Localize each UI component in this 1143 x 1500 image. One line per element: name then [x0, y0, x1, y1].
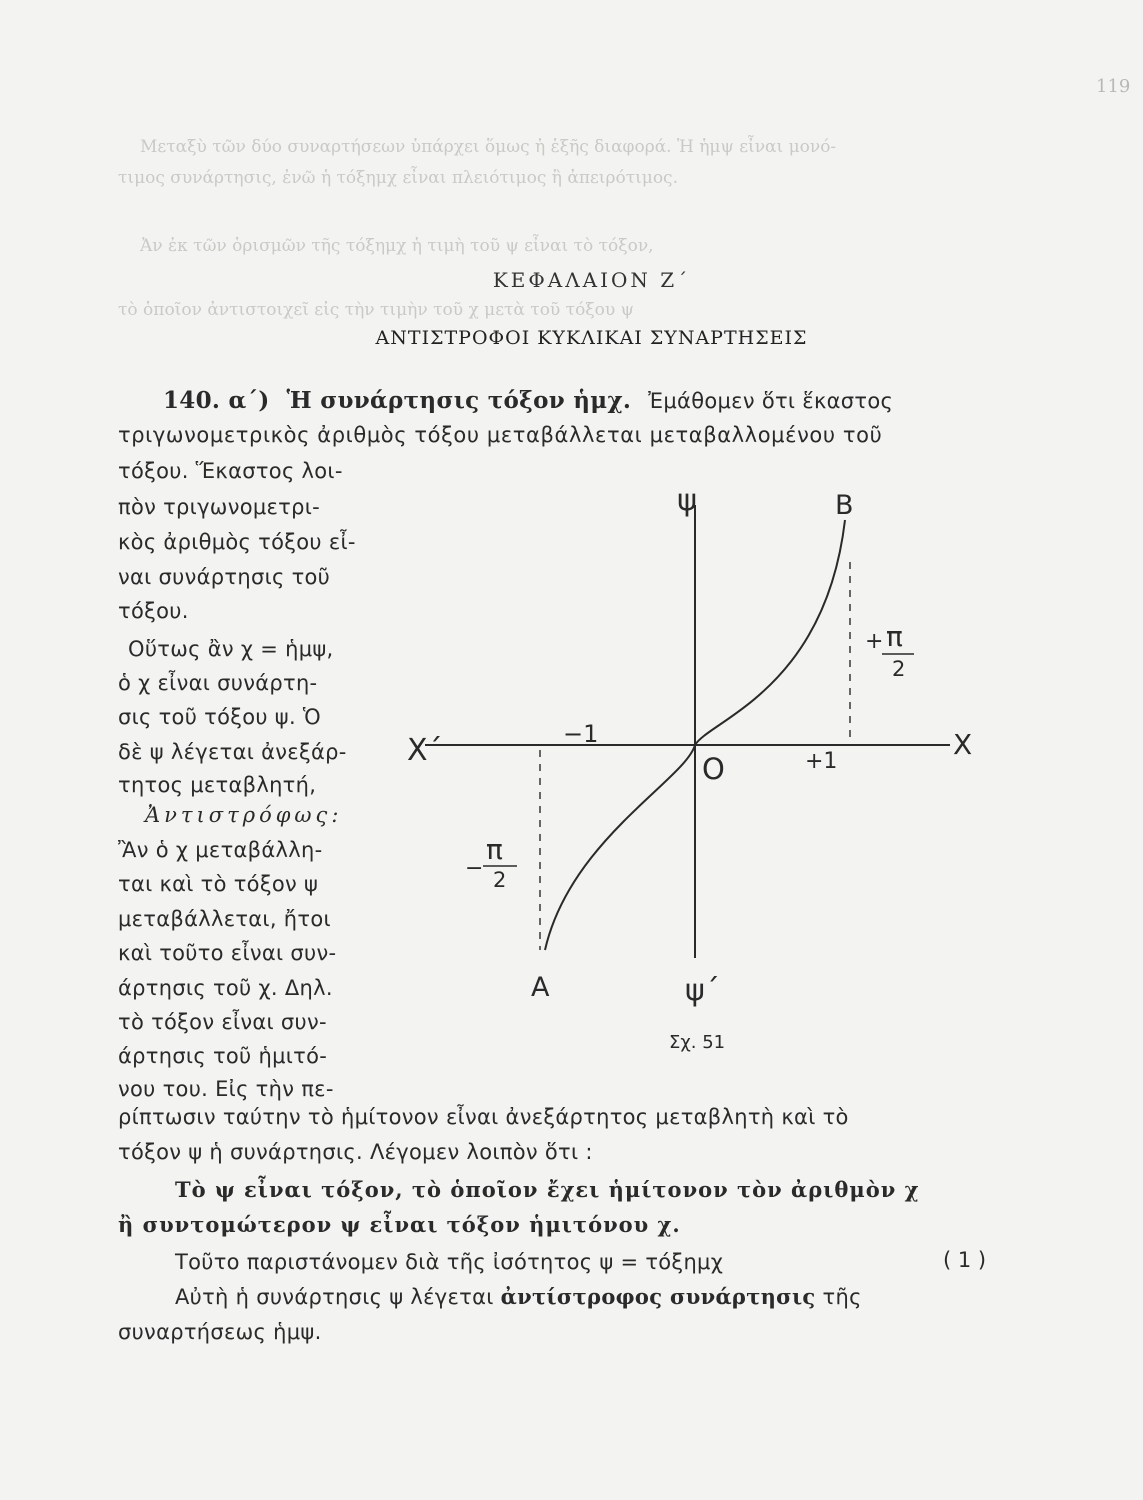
label-two: 2	[493, 868, 507, 892]
show-through-line: τιμος συνάρτησις, ἐνῶ ἡ τόξημχ εἶναι πλειότιμος ἢ ἀπειρότιμος.	[118, 168, 678, 188]
label-minus-sign: −	[465, 856, 484, 881]
column-line: δὲ ψ λέγεται ἀνεξάρ-	[118, 740, 347, 764]
column-line: Ἂν ὁ χ μεταβάλλη-	[118, 838, 323, 862]
body-line: τόξον ψ ἡ συνάρτησις. Λέγομεν λοιπὸν ὅτι :	[118, 1140, 593, 1164]
column-line: νου του. Εἰς τὴν πε-	[118, 1077, 334, 1101]
column-line: καὶ τοῦτο εἶναι συν-	[118, 941, 337, 965]
show-through-line: Ἀν ἐκ τῶν ὁρισμῶν τῆς τόξημχ ἡ τιμὴ τοῦ ψ εἶναι τὸ τόξον,	[140, 236, 654, 256]
column-line: Οὕτως ἂν χ = ἡμψ,	[128, 637, 334, 661]
label-plus-one: +1	[805, 749, 838, 774]
column-line: πὸν τριγωνομετρι-	[118, 495, 321, 519]
bold-term: ἀντίστροφος συνάρτησις	[500, 1284, 816, 1309]
column-line: τὸ τόξον εἶναι συν-	[118, 1010, 327, 1034]
column-line: μεταβάλλεται, ἤτοι	[118, 907, 331, 931]
equation-line: Τοῦτο παριστάνομεν διὰ τῆς ἰσότητος ψ = τόξημχ	[175, 1250, 724, 1274]
column-line: τόξου.	[118, 599, 189, 623]
chapter-heading: ΚΕΦΑΛΑΙΟΝ Ζ΄	[492, 268, 691, 292]
body-line: ρίπτωσιν ταύτην τὸ ἡμίτονον εἶναι ἀνεξάρτητος μεταβλητὴ καὶ τὸ	[118, 1105, 849, 1129]
chapter-title: ΑΝΤΙΣΤΡΟΦΟΙ ΚΥΚΛΙΚΑΙ ΣΥΝΑΡΤΗΣΕΙΣ	[375, 327, 808, 349]
column-line: ὁ χ εἶναι συνάρτη-	[118, 671, 318, 695]
section-intro-text: Ἐμάθομεν ὅτι ἕκαστος	[648, 389, 894, 413]
page-number: 119	[1096, 76, 1131, 97]
text-span: Αὐτὴ ἡ συνάρτησις ψ λέγεται	[175, 1285, 494, 1309]
column-line: τόξου. Ἕκαστος λοι-	[118, 459, 343, 483]
column-line: τητος μεταβλητή,	[118, 773, 317, 797]
label-point-b: Β	[835, 490, 854, 521]
column-line: ται καὶ τὸ τόξον ψ	[118, 872, 319, 896]
text-span: τῆς	[822, 1285, 862, 1309]
body-line: τριγωνομετρικὸς ἀριθμὸς τόξου μεταβάλλεται μεταβαλλομένου τοῦ	[118, 423, 883, 447]
column-line: άρτησις τοῦ χ. Δηλ.	[118, 976, 333, 1000]
label-psi: ψ	[677, 483, 697, 518]
label-pi: π	[886, 620, 903, 653]
label-minus-one: −1	[563, 720, 599, 748]
figure-caption: Σχ. 51	[669, 1032, 726, 1053]
section-number: 140. α΄)	[163, 387, 270, 414]
label-x: Χ	[953, 728, 973, 761]
equation-number: ( 1 )	[943, 1248, 987, 1272]
spaced-word: Ἀντιστρόφως:	[145, 803, 343, 827]
label-plus-sign: +	[865, 629, 884, 654]
column-line: κὸς ἀριθμὸς τόξου εἶ-	[118, 530, 356, 554]
definition-line: ἢ συντομώτερον ψ εἶναι τόξον ἡμιτόνου χ.	[118, 1212, 681, 1237]
show-through-line: τὸ ὁποῖον ἀντιστοιχεῖ εἰς τὴν τιμὴν τοῦ χ μετὰ τοῦ τόξου ψ	[118, 300, 634, 320]
figure-51	[395, 480, 995, 1060]
label-x-prime: Χ΄	[407, 733, 443, 768]
column-line: ναι συνάρτησις τοῦ	[118, 565, 331, 589]
label-point-a: Α	[531, 972, 550, 1003]
section-heading: Ἡ συνάρτησις τόξον ἡμχ.	[286, 387, 632, 414]
show-through-line: Μεταξὺ τῶν δύο συναρτήσεων ὑπάρχει ὅμως ἡ ἑξῆς διαφορά. Ἡ ἡμψ εἶναι μονό-	[140, 137, 837, 157]
label-psi-prime: ψ΄	[685, 973, 720, 1008]
column-line: σις τοῦ τόξου ψ. Ὁ	[118, 705, 322, 729]
label-origin: Ο	[702, 752, 725, 786]
definition-line: Τὸ ψ εἶναι τόξον, τὸ ὁποῖον ἔχει ἡμίτονον τὸν ἀριθμὸν χ	[175, 1177, 920, 1202]
label-pi: π	[486, 833, 503, 866]
body-line	[175, 1284, 862, 1309]
section-intro	[163, 387, 893, 414]
label-two: 2	[892, 657, 906, 681]
body-line: συναρτήσεως ἡμψ.	[118, 1320, 322, 1344]
column-line: άρτησις τοῦ ἡμιτό-	[118, 1044, 328, 1068]
